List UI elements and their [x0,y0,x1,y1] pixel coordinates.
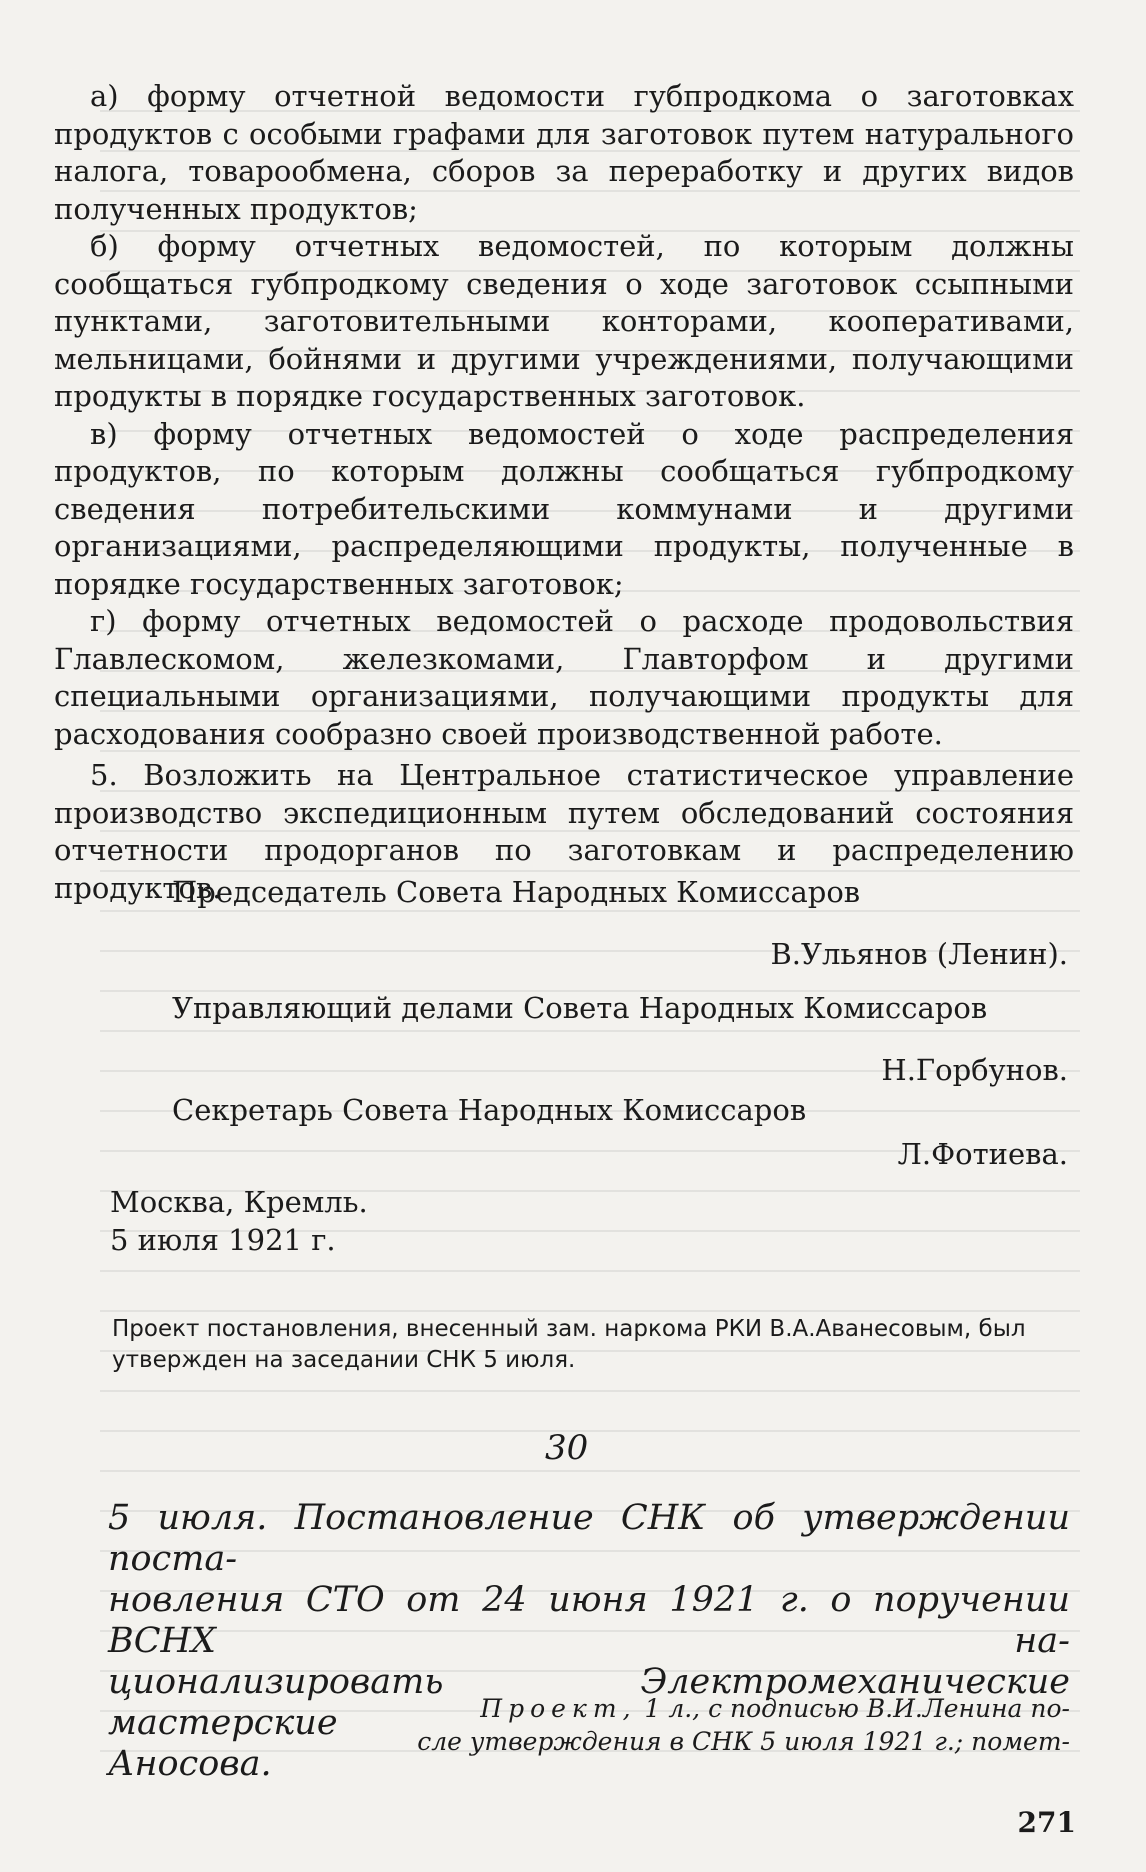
chairman-title: Председатель Совета Народных Комиссаров [172,875,861,909]
title-line-2: новления СТО от 24 июня 1921 г. о поручении ВСНХ на- [108,1580,1070,1661]
manager-title: Управляющий делами Совета Народных Комиссаров [172,991,988,1025]
item-a: а) форму отчетной ведомости губпродкома о заготовках продуктов с особыми графами для заготовок путем натурального налога, товарообмена, сборов за переработку и других видов полученных продуктов; [54,79,1074,226]
document-number: 30 [545,1428,589,1468]
archive-line-2: сле утверждения в СНК 5 июля 1921 г.; помет- [417,1727,1070,1756]
decree-body [54,78,1074,907]
item-g: г) форму отчетных ведомостей о расходе продовольствия Главлескомом, железкомами, Главторфом и другими специальными организациями, получающими продукты для расходования сообразно своей производственной работе. [54,604,1074,751]
secretary-name: Л.Фотиева. [897,1137,1068,1171]
title-line-4: Аносова. [108,1744,272,1784]
item-b: б) форму отчетных ведомостей, по которым должны сообщаться губпродкому сведения о ходе заготовок ссыпными пунктами, заготовительными конторами, кооперативами, мельницами, бойнями и другими учреждениями, получающими продукты в порядке государственных заготовок. [54,229,1074,413]
archive-spaced-word: Проект, [480,1694,637,1723]
chairman-name: В.Ульянов (Ленин). [770,937,1068,971]
archive-line-1-rest: 1 л., с подписью В.И.Ленина по- [636,1694,1070,1723]
date: 5 июля 1921 г. [110,1223,336,1257]
place: Москва, Кремль. [110,1185,368,1219]
editorial-note: Проект постановления, внесенный зам. наркома РКИ В.А.Аванесовым, был утвержден на заседании СНК 5 июля. [112,1316,1026,1373]
item-5: 5. Возложить на Центральное статистическое управление производство экспедиционным путем обследований состояния отчетности продорганов по заготовкам и распределению продуктов. [54,758,1074,905]
title-line-3: ционализировать Электромеханические мастерские [108,1662,1070,1743]
title-line-1: 5 июля. Постановление СНК об утверждении поста- [108,1498,1070,1579]
secretary-title: Секретарь Совета Народных Комиссаров [172,1093,807,1127]
manager-name: Н.Горбунов. [881,1053,1068,1087]
archive-reference [108,1692,1070,1758]
archive-line-1 [108,1692,1070,1725]
item-v: в) форму отчетных ведомостей о ходе распределения продуктов, по которым должны сообщаться губпродкому сведения потребительскими коммунами и другими организациями, распределяющими продукты, полученные в порядке государственных заготовок; [54,416,1074,601]
page-number: 271 [1017,1806,1076,1839]
